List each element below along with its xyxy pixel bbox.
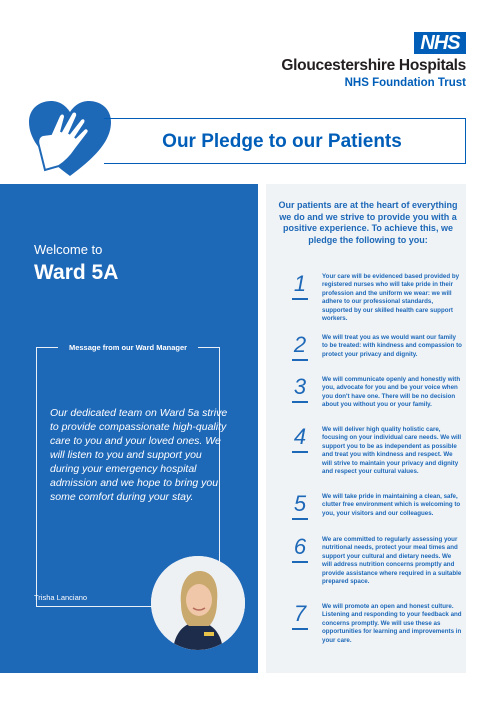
- manager-photo: [151, 556, 245, 650]
- pledge-text: We will take pride in maintaining a clean, safe, clutter free environment which is welcoming to you, your visitors and our colleagues.: [322, 493, 461, 517]
- manager-name: Trisha Lanciano: [34, 593, 88, 602]
- pledge-text: We will promote an open and honest culture. Listening and responding to your feedback and concerns promptly. We will use these as opportunities for learning and improvements in your care.: [322, 603, 462, 644]
- pledge-number: 4: [290, 426, 310, 448]
- pledge-intro: Our patients are at the heart of everything we do and we strive to provide you with a positive experience. To achieve this, we pledge the following to you:: [278, 200, 458, 245]
- pledge-number: 2: [290, 334, 310, 356]
- message-label: Message from our Ward Manager: [58, 341, 198, 354]
- manager-message: Our dedicated team on Ward 5a strive to provide compassionate high-quality care to you and your loved ones. We will listen to you and support you during your emergency hospital admission and we hope to bring you some comfort during your stay.: [50, 407, 228, 503]
- pledge-number: 7: [290, 603, 310, 625]
- pledge-number: 6: [290, 536, 310, 558]
- welcome-text: Welcome to: [34, 242, 103, 257]
- org-subtitle: NHS Foundation Trust: [344, 77, 466, 89]
- pledge-text: We will communicate openly and honestly with you, advocate for you and be your voice when you don't have one. There will be no decision about you without you or your family.: [322, 376, 461, 409]
- pledge-text: We will treat you as we would want our family to be treated: with kindness and compassion to protect your privacy and dignity.: [322, 334, 462, 358]
- heart-hand-icon: [25, 98, 115, 180]
- pledge-text: We are committed to regularly assessing your nutritional needs, protect your meal times and support your cultural and dietary needs. We will address nutrition concerns promptly and provide assistance where required in a suitable prepared space.: [322, 536, 462, 586]
- pledge-text: Your care will be evidenced based provided by registered nurses who will take pride in their profession and the uniform we wear: we will adhere to our professional standards, supported by our skilled health care support workers.: [322, 273, 460, 323]
- org-name: Gloucestershire Hospitals: [281, 57, 466, 74]
- pledge-number: 1: [290, 273, 310, 295]
- page-title: Our Pledge to our Patients: [162, 131, 402, 152]
- pledge-number: 5: [290, 493, 310, 515]
- ward-name: Ward 5A: [34, 261, 119, 284]
- pledge-text: We will deliver high quality holistic care, focusing on your individual care needs. We will support you to be as independent as possible and treat you with kindness and respect. We will strive to maintain your privacy and dignity and respect your cultural values.: [322, 426, 462, 476]
- nhs-logo: NHS: [414, 32, 466, 54]
- pledge-number: 3: [290, 376, 310, 398]
